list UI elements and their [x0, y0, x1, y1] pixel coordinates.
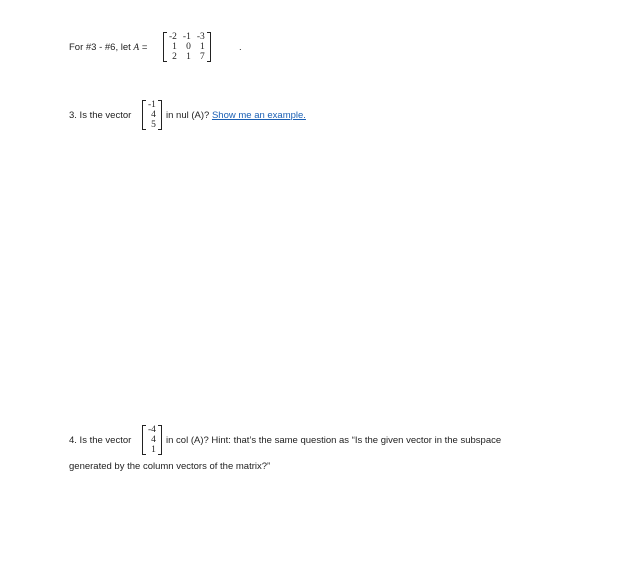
q4-prefix: 4. Is the vector: [69, 435, 132, 446]
intro-prefix: For #3 - #6, let: [69, 42, 131, 53]
matrix-cell: 1: [186, 52, 191, 62]
matrix-cell: 1: [200, 42, 205, 52]
q4-suffix: in col (A)? Hint: that’s the same question as “Is the given vector in the subspace: [166, 435, 502, 446]
matrix-variable: A: [133, 43, 140, 53]
matrix-cell: 0: [186, 42, 191, 52]
matrix-cell: 1: [172, 42, 177, 52]
vector-entry: 4: [151, 435, 156, 445]
equals-sign: =: [141, 42, 148, 53]
vector-entry: 1: [151, 445, 156, 455]
matrix-cell: -1: [182, 32, 191, 42]
q4-vector: [142, 425, 162, 455]
matrix-cell: 7: [200, 52, 205, 62]
intro-period: .: [239, 42, 242, 53]
vector-entry: -4: [148, 425, 156, 435]
q3-vector: [142, 100, 162, 130]
q3-prefix: 3. Is the vector: [69, 110, 132, 121]
show-example-link[interactable]: Show me an example.: [211, 110, 306, 121]
q3-question: in nul (A)?: [166, 110, 210, 121]
q3-suffix: [166, 110, 306, 121]
q4-line2: generated by the column vectors of the matrix?”: [69, 461, 271, 472]
vector-entry: 4: [151, 110, 156, 120]
matrix-cell: -3: [196, 32, 205, 42]
matrix-cell: -2: [169, 32, 177, 42]
vector-entry: 5: [151, 120, 156, 130]
matrix-a: [163, 32, 211, 62]
vector-entry: -1: [148, 100, 156, 110]
intro-text: [69, 42, 147, 53]
matrix-cell: 2: [172, 52, 177, 62]
